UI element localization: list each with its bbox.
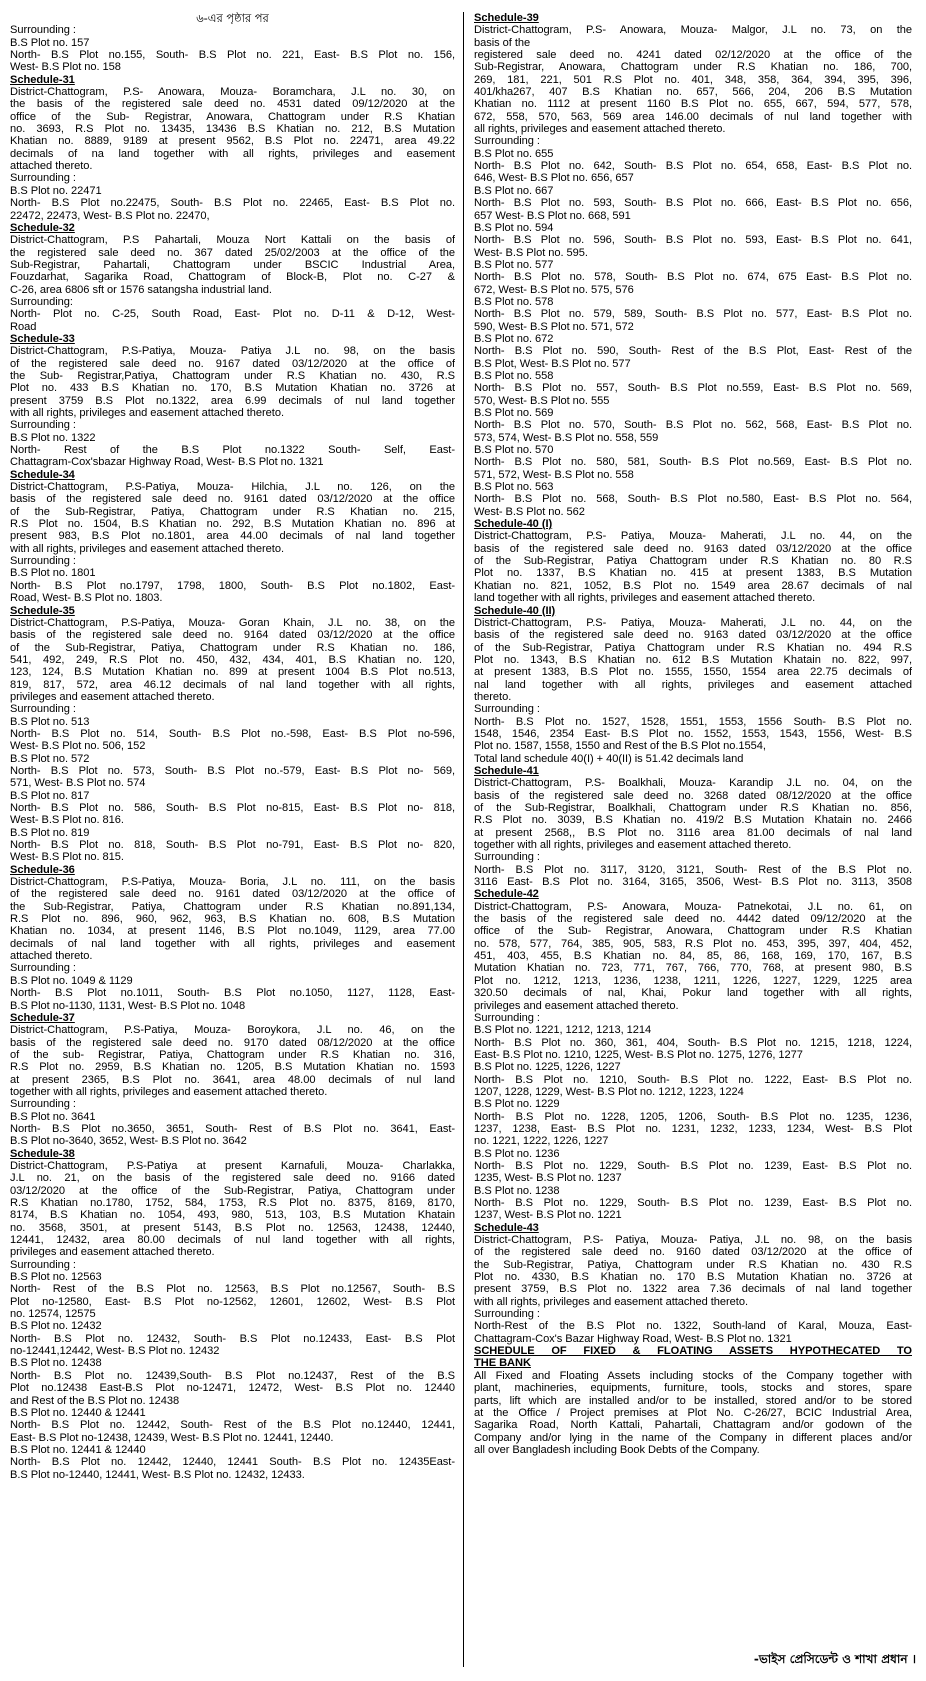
text-line: North- Rest of the B.S Plot no. 12563, B.S Plot no.12567, South- B.S	[10, 1283, 455, 1296]
text-line: Chattagram-Cox's Bazar Highway Road, West- B.S Plot no. 1321	[474, 1332, 792, 1345]
text-line: present 983, B.S Plot no.1801, area 44.00 decimals of nal land together	[10, 530, 455, 543]
text-line: North- Plot no. C-25, South Road, East- Plot no. D-11 & D-12, West-	[10, 308, 455, 321]
text-line: District-Chattogram, P.S- Patiya, Mouza- Maherati, J.L no. 44, on the	[474, 530, 912, 543]
text-line: nal land together with all rights, privileges and easement attached	[474, 678, 912, 691]
text-line: North- B.S Plot no. 590, South- Rest of the B.S Plot, East- Rest of the	[474, 345, 912, 358]
text-line: B.S Plot no. 1225, 1226, 1227	[474, 1061, 621, 1074]
text-line: the Sub-Registrar, Patiya, Chattogram under R.S Khatian no.891,134,	[10, 900, 455, 913]
text-line: Mutation Khatian no. 723, 771, 767, 766, 770, 768, at present 980, B.S	[474, 962, 912, 975]
text-line: District-Chattogram, P.S- Anowara, Mouza- Boramchara, J.L no. 30, on	[10, 86, 455, 99]
text-line: Surrounding :	[10, 555, 76, 568]
text-line: West- B.S Plot no. 595.	[474, 246, 588, 259]
schedule-heading: Schedule-35	[10, 604, 75, 617]
text-line: no. 3693, R.S Plot no. 13435, 13436 B.S Khatian no. 212, B.S Mutation	[10, 123, 455, 136]
text-line: B.S Plot no. 513	[10, 715, 90, 728]
text-line: together with all rights, privileges and easement attached thereto.	[10, 1085, 328, 1098]
schedule-heading: Schedule-36	[10, 863, 75, 876]
text-line: District-Chattogram, P.S- Boalkhali, Mouza- Karandip J.L no. 04, on the	[474, 777, 912, 790]
text-line: Surrounding :	[474, 703, 540, 716]
text-line: East- B.S Plot no. 1210, 1225, West- B.S Plot no. 1275, 1276, 1277	[474, 1048, 803, 1061]
text-line: office of the Sub- Registrar, Anowara, Chattogram under R.S Khatian	[474, 925, 912, 938]
text-line: at present 2568,, B.S Plot no. 3116 area 81.00 decimals of nal land	[474, 826, 912, 839]
text-line: at present 2365, B.S Plot no. 3641, area 48.00 decimals of nul land	[10, 1073, 455, 1086]
text-line: land together with all rights, privileges and easement attached thereto.	[474, 592, 816, 605]
schedule-heading: THE BANK	[474, 1357, 531, 1370]
text-line: attached thereto.	[10, 950, 93, 963]
text-line: R.S Plot no. 2959, B.S Khatian no. 1205, B.S Mutation Khatian no. 1593	[10, 1061, 455, 1074]
signature-vice-president: -ভাইস প্রেসিডেন্ট ও শাখা প্রধান ।	[753, 1652, 916, 1666]
text-line: privileges and easement attached thereto.	[10, 1246, 215, 1259]
text-line: West- B.S Plot no. 506, 152	[10, 740, 146, 753]
schedule-heading: Schedule-33	[10, 332, 75, 345]
schedule-heading: Schedule-38	[10, 1147, 75, 1160]
text-line: plant, machineries, equipments, furniture, tools, stocks and stores, spare	[474, 1382, 912, 1395]
text-line: District-Chattogram, P.S-Patiya, Mouza- Hilchia, J.L no. 126, on the	[10, 481, 455, 494]
text-line: no. 578, 577, 764, 385, 905, 583, R.S Plot no. 453, 395, 397, 404, 452,	[474, 937, 912, 950]
text-line: North- B.S Plot no. 570, South- B.S Plot no. 562, 568, East- B.S Plot no.	[474, 419, 912, 432]
schedule-heading: Schedule-31	[10, 73, 75, 86]
schedule-heading: Schedule-40 (II)	[474, 604, 556, 617]
text-line: B.S Plot no. 3641	[10, 1110, 96, 1123]
text-line: North- B.S Plot no. 593, South- B.S Plot no. 666, East- B.S Plot no. 656,	[474, 197, 912, 210]
text-line: Surrounding :	[10, 419, 76, 432]
text-line: B.S Plot no. 569	[474, 407, 554, 419]
text-line: Plot no. 4330, B.S Khatian no. 170 B.S Mutation Khatian no. 3726 at	[474, 1271, 912, 1284]
text-line: B.S Plot no. 594	[474, 221, 554, 234]
text-line: 1207, 1228, 1229, West- B.S Plot no. 1212, 1223, 1224	[474, 1085, 744, 1098]
text-line: B.S Plot no. 578	[474, 295, 554, 308]
text-line: Fouzdarhat, Sagarika Road, Chattogram of Block-B, Plot no. C-27 &	[10, 271, 455, 284]
text-line: East- B.S Plot no-12438, 12439, West- B.S Plot no. 12441, 12440.	[10, 1431, 334, 1444]
text-line: North- B.S Plot no. 586, South- B.S Plot no-815, East- B.S Plot no- 818,	[10, 802, 455, 814]
text-line: North-Rest of the B.S Plot no. 1322, South-land of Karal, Mouza, East-	[474, 1320, 912, 1333]
text-line: and Rest of the B.S Plot no. 12438	[10, 1394, 180, 1407]
text-line: North- B.S Plot no. 514, South- B.S Plot no.-598, East- B.S Plot no-596,	[10, 727, 455, 740]
text-line: the basis of the registered sale deed no. 4531 dated 09/12/2020 at the	[10, 98, 455, 111]
text-line: C-26, area 6806 sft or 1576 satangsha industrial land.	[10, 283, 272, 296]
text-line: 12441, 12432, area 80.00 decimals of nul land together with all rights,	[10, 1234, 455, 1247]
text-line: North- B.S Plot no.155, South- B.S Plot no. 221, East- B.S Plot no. 156,	[10, 49, 455, 62]
text-line: B.S Plot no. 12432	[10, 1320, 102, 1333]
text-line: Total land schedule 40(I) + 40(II) is 51.42 decimals land	[474, 752, 744, 765]
text-line: B.S Plot no. 1322	[10, 431, 96, 444]
text-line: basis of the registered sale deed no. 9163 dated 03/12/2020 at the office	[474, 542, 912, 555]
text-line: present 3759, B.S Plot no. 1322 area 7.36 decimals of nal land together	[474, 1283, 912, 1296]
text-line: North- B.S Plot no. 12439,South- B.S Plot no.12437, Rest of the B.S	[10, 1369, 455, 1382]
text-line: B.S Plot no. 12441 & 12440	[10, 1443, 146, 1456]
text-line: no. 12574, 12575	[10, 1308, 96, 1321]
text-line: B.S Plot no. 819	[10, 826, 90, 839]
text-line: Surrounding :	[474, 135, 540, 148]
text-line: no. 3568, 3501, at present 5143, B.S Plot no. 12563, 12438, 12440,	[10, 1221, 455, 1234]
text-line: Khatian no. 8889, 9189 at present 9562, B.S Plot no. 22471, area 49.22	[10, 135, 455, 148]
text-line: Surrounding:	[10, 295, 73, 308]
text-line: Khatian no. 821, 1052, B.S Plot no. 1549 area 28.67 decimals of nal	[474, 579, 912, 592]
schedule-heading: Schedule-40 (I)	[474, 518, 553, 531]
text-line: B.S Plot no. 577	[474, 258, 554, 271]
left-column-text	[10, 24, 455, 1481]
text-line: North- B.S Plot no. 818, South- B.S Plot no-791, East- B.S Plot no- 820,	[10, 839, 455, 852]
text-line: District-Chattogram, P.S-Patiya at present Karnafuli, Mouza- Charlakka,	[10, 1159, 455, 1172]
text-line: privileges and easement attached thereto.	[474, 999, 679, 1012]
text-line: 123, 124, B.S Mutation Khatian no. 899 at present 1004 B.S Plot no.513,	[10, 666, 455, 679]
schedule-heading: SCHEDULE OF FIXED & FLOATING ASSETS HYPOTHECATED TO	[474, 1345, 912, 1358]
text-line: the Sub-Registrar, Patiya, Chattogram under R.S Khatian no. 430 R.S	[474, 1258, 912, 1271]
text-line: 571, 572, West- B.S Plot no. 558	[474, 468, 634, 481]
text-line: B.S Plot no. 655	[474, 147, 554, 160]
text-line: of the registered sale deed no. 9160 dated 03/12/2020 at the office of	[474, 1246, 912, 1259]
text-line: with all rights, privileges and easement attached thereto.	[474, 1295, 748, 1308]
text-line: Surrounding :	[10, 172, 76, 185]
text-line: District-Chattogram, P.S- Anowara, Mouza- Patnekotai, J.L no. 61, on	[474, 900, 912, 913]
text-line: North- B.S Plot no. 12432, South- B.S Plot no.12433, East- B.S Plot	[10, 1332, 455, 1345]
text-line: Plot no. 433 B.S Khatian no. 170, B.S Mutation Khatian no. 3726 at	[10, 382, 455, 395]
text-line: R.S Plot no. 896, 960, 962, 963, B.S Khatian no. 608, B.S Mutation	[10, 913, 455, 926]
text-line: registered sale deed no. 4241 dated 02/12/2020 at the office of the	[474, 49, 912, 62]
text-line: Company and/or lying in the name of the Company in different places and/or	[474, 1431, 912, 1444]
text-line: District-Chattogram, P.S-Patiya, Mouza- Boria, J.L no. 111, on the basis	[10, 876, 455, 889]
schedule-heading: Schedule-43	[474, 1221, 539, 1234]
schedule-heading: Schedule-42	[474, 888, 539, 901]
text-line: Plot no. 1337, B.S Khatian no. 415 at present 1383, B.S Mutation	[474, 567, 912, 580]
text-line: 451, 403, 455, B.S Khatian no. 84, 85, 86, 168, 169, 170, 167, B.S	[474, 950, 912, 963]
text-line: basis of the registered sale deed no. 9163 dated 03/12/2020 at the office	[474, 629, 912, 642]
text-line: 819, 817, 572, area 46.12 decimals of nal land together with all rights,	[10, 678, 455, 691]
schedule-heading: Schedule-39	[474, 12, 539, 24]
text-line: West- B.S Plot no. 562	[474, 505, 585, 518]
text-line: North- B.S Plot no.3650, 3651, South- Rest of B.S Plot no. 3641, East-	[10, 1122, 455, 1135]
schedule-heading: Schedule-37	[10, 1011, 75, 1024]
text-line: at the Office / Project premises at Plot No. C-26/27, BCIC Industrial Area,	[474, 1406, 912, 1419]
text-line: with all rights, privileges and easement attached thereto.	[10, 542, 284, 555]
text-line: B.S Plot no. 12563	[10, 1271, 102, 1284]
text-line: B.S Plot no. 672	[474, 332, 554, 345]
text-line: Surrounding :	[474, 851, 540, 864]
text-line: District-Chattogram, P.S- Anowara, Mouza- Malgor, J.L no. 73, on the	[474, 24, 912, 37]
text-line: B.S Plot no. 1801	[10, 567, 96, 580]
text-line: All Fixed and Floating Assets including stocks of the Company together with	[474, 1369, 912, 1382]
column-divider	[463, 12, 464, 1667]
text-line: of the Sub-Registrar, Patiya, Chattogram under R.S Khatian no. 215,	[10, 505, 455, 518]
text-line: 8174, B.S Khatian no. 1054, 493, 980, 513, 103, B.S Mutation Khatain	[10, 1209, 455, 1222]
text-line: Plot no.12438 East-B.S Plot no-12471, 12472, West- B.S Plot no. 12440	[10, 1382, 455, 1395]
text-line: B.S Plot no. 1236	[474, 1147, 560, 1160]
text-line: of the sub- Registrar, Patiya, Chattogram under R.S Khatian no. 316,	[10, 1048, 455, 1061]
text-line: the registered sale deed no. 367 dated 25/02/2003 at the office of the	[10, 246, 455, 259]
schedule-heading: Schedule-41	[474, 764, 539, 777]
text-line: parts, lift which are installed and/or to be installed, stored and/or to be stored	[474, 1394, 912, 1407]
text-line: 646, West- B.S Plot no. 656, 657	[474, 172, 634, 185]
text-line: West- B.S Plot no. 158	[10, 61, 121, 74]
text-line: District-Chattogram, P.S- Patiya, Mouza- Patiya, J.L no. 98, on the basis	[474, 1234, 912, 1247]
text-line: North- B.S Plot no. 1210, South- B.S Plot no. 1222, East- B.S Plot no.	[474, 1073, 912, 1086]
text-line: West- B.S Plot no. 816.	[10, 814, 124, 827]
text-line: North- B.S Plot no.1797, 1798, 1800, South- B.S Plot no.1802, East-	[10, 579, 455, 592]
text-line: 672, West- B.S Plot no. 575, 576	[474, 283, 634, 296]
text-line: B.S Plot no. 12440 & 12441	[10, 1406, 146, 1419]
text-line: District-Chattogram, P.S Pahartali, Mouza Nort Kattali on the basis of	[10, 234, 455, 247]
text-line: with all rights, privileges and easement attached thereto.	[10, 407, 284, 419]
text-line: B.S Plot no. 563	[474, 481, 554, 494]
text-line: 22472, 22473, West- B.S Plot no. 22470,	[10, 209, 210, 222]
text-line: the Sub- Registrar,Patiya, Chattogram under R.S Khatian no. 430, R.S	[10, 369, 455, 382]
text-line: basis of the registered sale deed no. 9161 dated 03/12/2020 at the office	[10, 493, 455, 506]
text-line: 571, West- B.S Plot no. 574	[10, 777, 146, 790]
text-line: decimals of nal land together with all rights, privileges and easement	[10, 937, 455, 950]
text-line: B.S Plot no. 558	[474, 369, 554, 382]
text-line: B.S Plot no. 667	[474, 184, 554, 197]
text-line: Plot no. 1587, 1558, 1550 and Rest of the B.S Plot no.1554,	[474, 740, 766, 753]
text-line: R.S Plot no. 1504, B.S Khatian no. 292, B.S Mutation Khatian no. 896 at	[10, 518, 455, 531]
text-line: 590, West- B.S Plot no. 571, 572	[474, 320, 634, 333]
text-line: North- B.S Plot no. 573, South- B.S Plot no.-579, East- B.S Plot no- 569,	[10, 764, 455, 777]
text-line: B.S Plot no. 12438	[10, 1357, 102, 1370]
text-line: at present 1383, B.S Plot no. 1555, 1550, 1554 area 22.75 decimals of	[474, 666, 912, 679]
text-line: R.S Plot no. 3039, B.S Khatian no. 419/2 B.S Mutation Khatain no. 2466	[474, 814, 912, 827]
left-column	[10, 12, 455, 1481]
text-line: Surrounding :	[10, 1098, 76, 1111]
text-line: North- B.S Plot no. 12442, South- Rest of the B.S Plot no.12440, 12441,	[10, 1419, 455, 1432]
text-line: North- B.S Plot no.22475, South- B.S Plot no. 22465, East- B.S Plot no.	[10, 197, 455, 210]
text-line: North- B.S Plot no. 596, South- B.S Plot no. 593, East- B.S Plot no. 641,	[474, 234, 912, 247]
text-line: Sub-Registrar, Anowara, Chattogram under R.S Khatian no. 186, 700,	[474, 61, 912, 74]
text-line: B.S Plot no. 1221, 1212, 1213, 1214	[474, 1024, 652, 1037]
text-line: 1237, 1238, East- B.S Plot no. 1231, 1232, 1233, 1234, West- B.S Plot	[474, 1122, 912, 1135]
text-line: attached thereto.	[10, 160, 93, 173]
text-line: North- B.S Plot no. 1229, South- B.S Plot no. 1239, East- B.S Plot no.	[474, 1197, 912, 1209]
text-line: basis of the registered sale deed no. 3268 dated 08/12/2020 at the office	[474, 789, 912, 802]
text-line: B.S Plot no. 572	[10, 752, 90, 765]
text-line: Road, West- B.S Plot no. 1803.	[10, 592, 163, 605]
text-line: B.S Plot no. 817	[10, 789, 90, 802]
text-line: North- Rest of the B.S Plot no.1322 South- Self, East-	[10, 444, 455, 457]
schedule-heading: Schedule-32	[10, 221, 75, 234]
text-line: Surrounding :	[10, 703, 76, 716]
text-line: office of the Sub- Registrar, Anowara, Chattogram under R.S Khatian	[10, 110, 455, 123]
text-line: North- B.S Plot no. 568, South- B.S Plot no.580, East- B.S Plot no. 564,	[474, 493, 912, 506]
text-line: B.S Plot no-1130, 1131, West- B.S Plot no. 1048	[10, 999, 246, 1012]
text-line: B.S Plot no. 570	[474, 444, 554, 457]
text-line: North- B.S Plot no. 360, 361, 404, South- B.S Plot no. 1215, 1218, 1224,	[474, 1036, 912, 1049]
text-line: 573, 574, West- B.S Plot no. 558, 559	[474, 431, 659, 444]
text-line: B.S Plot no. 22471	[10, 184, 102, 197]
schedule-heading: Schedule-34	[10, 468, 75, 481]
text-line: all over Bangladesh including Book Debts of the Company.	[474, 1443, 760, 1456]
text-line: of the Sub-Registrar, Patiya Chattogram under R.S Khatian no. 80 R.S	[474, 555, 912, 568]
text-line: Plot no-12580, East- B.S Plot no-12562, 12601, 12602, West- B.S Plot	[10, 1295, 455, 1308]
text-line: District-Chattogram, P.S-Patiya, Mouza- Patiya J.L no. 98, on the basis	[10, 345, 455, 358]
text-line: B.S Plot no. 1049 & 1129	[10, 974, 133, 987]
text-line: District-Chattogram, P.S-Patiya, Mouza- Boroykora, J.L no. 46, on the	[10, 1024, 455, 1037]
text-line: B.S Plot no-12440, 12441, West- B.S Plot no. 12432, 12433.	[10, 1468, 305, 1481]
text-line: 3116 East- B.S Plot no. 3164, 3165, 3506, West- B.S Plot no. 3113, 3508	[474, 876, 912, 889]
text-line: basis of the registered sale deed no. 9170 dated 08/12/2020 at the office	[10, 1036, 455, 1049]
text-line: basis of the registered sale deed no. 9164 dated 03/12/2020 at the office	[10, 629, 455, 642]
continued-from-label: ৬-এর পৃষ্ঠার পর	[196, 12, 269, 25]
text-line: of the Sub-Registrar, Patiya Chattogram under R.S Khatian no. 494 R.S	[474, 641, 912, 654]
text-line: North- B.S Plot no. 1527, 1528, 1551, 1553, 1556 South- B.S Plot no.	[474, 715, 912, 728]
text-line: District-Chattogram, P.S-Patiya, Mouza- Goran Khain, J.L no. 38, on the	[10, 616, 455, 629]
text-line: 269, 181, 221, 501 R.S Plot no. 401, 348, 358, 364, 394, 395, 396,	[474, 73, 912, 86]
text-line: 1235, West- B.S Plot no. 1237	[474, 1172, 622, 1185]
text-line: North- B.S Plot no. 578, South- B.S Plot no. 674, 675 East- B.S Plot no.	[474, 271, 912, 284]
text-line: basis of the	[474, 36, 531, 49]
text-line: B.S Plot no. 1238	[474, 1184, 560, 1197]
text-line: the basis of the registered sale deed no. 4442 dated 09/12/2020 at the	[474, 913, 912, 926]
text-line: Plot no. 1343, B.S Khatian no. 612 B.S Mutation Khatain no. 822, 997,	[474, 653, 912, 666]
text-line: R.S Khatian no.1780, 1752, 584, 1753, R.S Plot no. 8375, 8169, 8170,	[10, 1197, 455, 1209]
text-line: Plot no. 1212, 1213, 1236, 1238, 1211, 1226, 1227, 1229, 1225 area	[474, 974, 912, 987]
text-line: 570, West- B.S Plot no. 555	[474, 394, 610, 407]
text-line: 03/12/2020 at the office of the Sub-Registrar, Patiya, Chattogram under	[10, 1184, 455, 1197]
text-line: B.S Plot no. 1229	[474, 1098, 560, 1111]
text-line: North- B.S Plot no. 580, 581, South- B.S Plot no.569, East- B.S Plot no.	[474, 456, 912, 469]
text-line: 657 West- B.S Plot no. 668, 591	[474, 209, 631, 222]
text-line: Surrounding :	[474, 1011, 540, 1024]
text-line: Road	[10, 320, 37, 333]
text-line: no. 1221, 1222, 1226, 1227	[474, 1135, 609, 1148]
text-line: privileges and easement attached thereto.	[10, 690, 215, 703]
text-line: 320.50 decimals of nal, Khai, Pokur land together with all rights,	[474, 987, 912, 1000]
text-line: Sagarika Road, North Kattali, Pahartali, Chattagram and/or godown of the	[474, 1419, 912, 1432]
text-line: 672, 558, 570, 563, 569 area 146.00 decimals of nul land together with	[474, 110, 912, 123]
text-line: Khatian no. 1112 at present 1160 B.S Plot no. 655, 667, 594, 577, 578,	[474, 98, 912, 111]
text-line: 541, 492, 249, R.S Plot no. 450, 432, 434, 401, B.S Khatian no. 120,	[10, 653, 455, 666]
text-line: North- B.S Plot no. 1228, 1205, 1206, South- B.S Plot no. 1235, 1236,	[474, 1110, 912, 1123]
text-line: North- B.S Plot no. 579, 589, South- B.S Plot no. 577, East- B.S Plot no.	[474, 308, 912, 321]
text-line: Surrounding :	[10, 1258, 76, 1271]
text-line: together with all rights, privileges and easement attached thereto.	[474, 839, 792, 852]
text-line: B.S Plot no-3640, 3652, West- B.S Plot no. 3642	[10, 1135, 247, 1148]
text-line: 401/kha267, 407 B.S Khatian no. 657, 566, 204, 206 B.S Mutation	[474, 86, 912, 99]
right-column-text	[474, 12, 912, 1456]
text-line: of the registered sale deed no. 9161 dated 03/12/2020 at the office of	[10, 888, 455, 901]
text-line: all rights, privileges and easement attached thereto.	[474, 123, 726, 136]
text-line: J.L no. 21, on the basis of the registered sale deed no. 9166 dated	[10, 1172, 455, 1185]
right-column	[474, 12, 912, 1456]
text-line: 1237, West- B.S Plot no. 1221	[474, 1209, 622, 1222]
text-line: of the registered sale deed no. 9167 dated 03/12/2020 at the office of	[10, 357, 455, 370]
text-line: North- B.S Plot no. 642, South- B.S Plot no. 654, 658, East- B.S Plot no.	[474, 160, 912, 173]
text-line: North- B.S Plot no. 557, South- B.S Plot no.559, East- B.S Plot no. 569,	[474, 382, 912, 395]
text-line: B.S Plot, West- B.S Plot no. 577	[474, 357, 631, 370]
text-line: B.S Plot no. 157	[10, 36, 90, 49]
text-line: North- B.S Plot no. 3117, 3120, 3121, South- Rest of the B.S Plot no.	[474, 863, 912, 876]
text-line: present 3759 B.S Plot no.1322, area 6.99 decimals of nul land together	[10, 394, 455, 407]
text-line: North- B.S Plot no. 1229, South- B.S Plot no. 1239, East- B.S Plot no.	[474, 1159, 912, 1172]
text-line: Surrounding :	[474, 1308, 540, 1321]
text-line: Chattagram-Cox'sbazar Highway Road, West- B.S Plot no. 1321	[10, 456, 324, 469]
text-line: decimals of na land together with all rights, privileges and easement	[10, 147, 455, 160]
text-line: North- B.S Plot no. 12442, 12440, 12441 South- B.S Plot no. 12435East-	[10, 1456, 455, 1469]
text-line: Sub-Registrar, Pahartali, Chattogram under BSCIC Industrial Area,	[10, 258, 455, 271]
text-line: thereto.	[474, 690, 512, 703]
text-line: District-Chattogram, P.S- Patiya, Mouza- Maherati, J.L no. 44, on the	[474, 616, 912, 629]
text-line: West- B.S Plot no. 815.	[10, 851, 124, 864]
text-line: Khatian no. 1034, at present 1146, B.S Plot no.1049, 1129, area 77.00	[10, 925, 455, 938]
text-line: Surrounding :	[10, 962, 76, 975]
text-line: 1548, 1546, 2354 East- B.S Plot no. 1552, 1553, 1543, 1556, West- B.S	[474, 727, 912, 740]
text-line: of the Sub-Registrar, Patiya, Chattogram under R.S Khatian no. 186,	[10, 641, 455, 654]
text-line: no-12441,12442, West- B.S Plot no. 12432	[10, 1345, 220, 1358]
text-line: North- B.S Plot no.1011, South- B.S Plot no.1050, 1127, 1128, East-	[10, 987, 455, 1000]
text-line: of the Sub-Registrar, Boalkhali, Chattogram under R.S Khatian no. 856,	[474, 802, 912, 814]
text-line: Surrounding :	[10, 24, 76, 37]
